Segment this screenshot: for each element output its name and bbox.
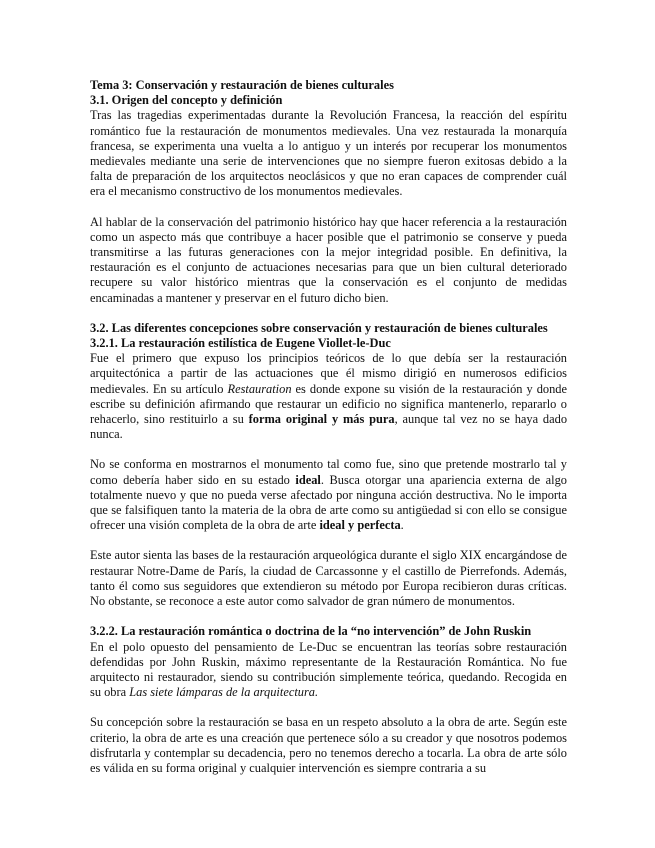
section-3-2-heading: 3.2. Las diferentes concepciones sobre conservación y restauración de bienes culturales <box>90 320 548 335</box>
section-3-2-2-paragraph-1 <box>90 640 567 701</box>
text-run: No se conforma en mostrarnos el monumento tal como fue, sino que pretende mostrarlo tal y como debería haber sido en su estado <box>90 457 567 487</box>
text-run: . Busca otorgar una apariencia externa de algo totalmente nuevo y que no pueda verse afectado por ninguna acción destructiva. No le importa que se falsifiquen tanto la materia de la obra de arte como su antigüedad si con ello se consigue ofrecer una visión completa de la obra de arte <box>90 472 567 533</box>
section-3-1-heading: 3.1. Origen del concepto y definición <box>90 93 283 108</box>
text-run: , aunque tal vez no se haya dado nunca. <box>90 412 568 442</box>
section-3-2-1-paragraph-3: Este autor sienta las bases de la restauración arqueológica durante el siglo XIX encargándose de restaurar Notre-Dame de París, la ciudad de Carcassonne y el castillo de Pierrefonds. Además, tanto él como sus seguidores que extendieron su método por Europa recibieron duras críticas. No obstante, se reconoce a este autor como salvador de gran número de monumentos. <box>90 548 567 609</box>
document-body <box>90 78 567 776</box>
document-title: Tema 3: Conservación y restauración de bienes culturales <box>90 78 394 92</box>
text-run: es donde expone su visión de la restauración y donde escribe su definición afirmando que restaurar un edificio no significa mantenerlo, repararlo o rehacerlo, sino restituirlo a su <box>90 381 567 427</box>
section-3-2-1-paragraph-1 <box>90 351 567 442</box>
text-run: En el polo opuesto del pensamiento de Le-Duc se encuentran las teorías sobre restauración defendidas por John Ruskin, máximo representante de la Restauración Romántica. No fue arquitecto ni restaurador, siendo su contribución simplemente teórica, quedando. Recogida en su obra <box>90 639 567 700</box>
bold-emphasis: ideal <box>295 472 321 487</box>
text-run: . <box>400 518 404 533</box>
section-3-2-2-paragraph-2: Su concepción sobre la restauración se basa en un respeto absoluto a la obra de arte. Según este criterio, la obra de arte es una creación que pertenece sólo a su creador y que nosotros podemos disfrutarla y contemplar su decadencia, pero no tenemos derecho a tocarla. La obra de arte sólo es válida en su forma original y cualquier intervención es siempre contraria a su <box>90 715 567 775</box>
section-3-1-paragraph-1: Tras las tragedias experimentadas durante la Revolución Francesa, la reacción del espíritu romántico fue la restauración de monumentos medievales. Una vez restaurada la monarquía francesa, se experimenta una vuelta a lo antiguo y un interés por recuperar los monumentos medievales mediante una serie de intervenciones que no siempre fueron exitosas debido a la falta de preparación de los arquitectos neoclásicos y que no eran capaces de comprender cuál era el mecanismo constructivo de los monumentos medievales. <box>90 108 567 199</box>
bold-emphasis: forma original y más pura <box>248 412 395 427</box>
section-3-2-1-paragraph-2 <box>90 457 567 533</box>
section-3-1-paragraph-2: Al hablar de la conservación del patrimonio histórico hay que hacer referencia a la restauración como un aspecto más que contribuye a hacer posible que el patrimonio se conserve y pueda transmitirse a las futuras generaciones con la mejor integridad posible. En definitiva, la restauración es el conjunto de actuaciones necesarias para que un bien cultural deteriorado recupere su valor histórico mientras que la conservación es el conjunto de medidas encaminadas a mantener y preservar en el futuro dicho bien. <box>90 214 567 305</box>
text-run: Fue el primero que expuso los principios teóricos de lo que debía ser la restauración arquitectónica a partir de las actuaciones que él mismo dirigió en numerosos edificios medievales. En su artículo <box>90 351 567 396</box>
section-3-2-1-heading: 3.2.1. La restauración estilística de Eugene Viollet-le-Duc <box>90 336 391 351</box>
italic-book-title: Las siete lámparas de la arquitectura. <box>129 685 319 700</box>
italic-title-restauration: Restauration <box>227 381 292 396</box>
bold-emphasis: ideal y perfecta <box>319 518 401 533</box>
section-3-2-2-heading: 3.2.2. La restauración romántica o doctrina de la “no intervención” de John Ruskin <box>90 624 532 639</box>
